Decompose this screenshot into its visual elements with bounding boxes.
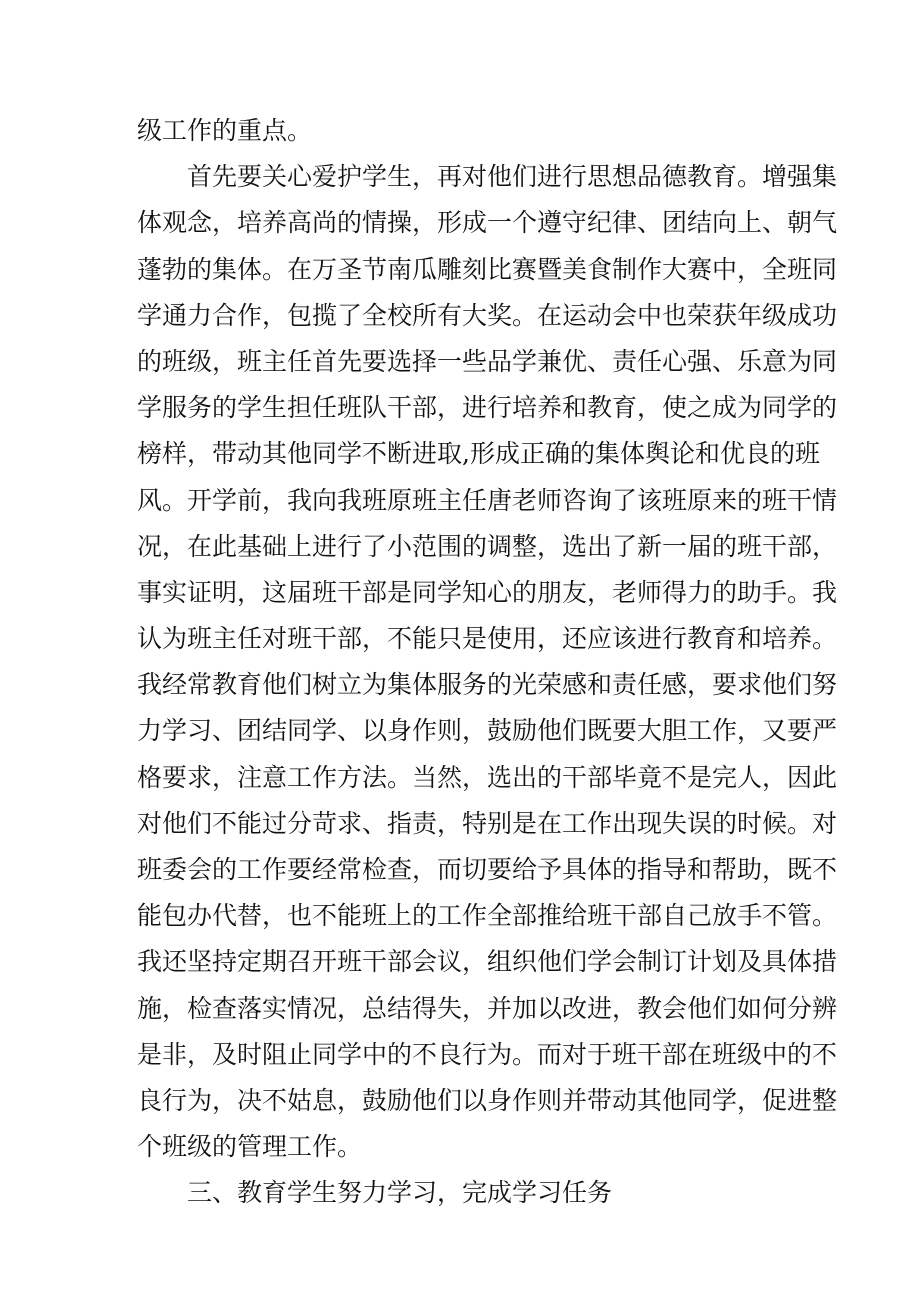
body-text <box>137 108 838 1217</box>
text-line: 我还坚持定期召开班干部会议，组织他们学会制订计划及具体措 <box>137 947 838 977</box>
text-line: 格要求，注意工作方法。当然，选出的干部毕竟不是完人，因此 <box>137 762 838 792</box>
section-heading: 三、教育学生努力学习，完成学习任务 <box>187 1178 613 1208</box>
text-line: 认为班主任对班干部，不能只是使用，还应该进行教育和培养。 <box>137 624 838 654</box>
paragraph-start-line: 首先要关心爱护学生，再对他们进行思想品德教育。增强集 <box>187 162 838 192</box>
text-line: 蓬勃的集体。在万圣节南瓜雕刻比赛暨美食制作大赛中，全班同 <box>137 254 838 284</box>
text-line: 况，在此基础上进行了小范围的调整，选出了新一届的班干部， <box>137 531 838 561</box>
text-line: 良行为，决不姑息，鼓励他们以身作则并带动其他同学，促进整 <box>137 1085 838 1115</box>
text-line: 我经常教育他们树立为集体服务的光荣感和责任感，要求他们努 <box>137 670 838 700</box>
text-line: 班委会的工作要经常检查，而切要给予具体的指导和帮助，既不 <box>137 855 838 884</box>
text-line: 是非，及时阻止同学中的不良行为。而对于班干部在班级中的不 <box>137 1039 838 1069</box>
text-line: 个班级的管理工作。 <box>137 1132 363 1162</box>
text-line: 学通力合作，包揽了全校所有大奖。在运动会中也荣获年级成功 <box>137 300 838 330</box>
text-line: 对他们不能过分苛求、指责，特别是在工作出现失误的时候。对 <box>137 808 838 838</box>
text-line: 体观念，培养高尚的情操，形成一个遵守纪律、团结向上、朝气 <box>137 208 838 238</box>
text-line: 的班级，班主任首先要选择一些品学兼优、责任心强、乐意为同 <box>137 346 838 376</box>
text-line: 风。开学前，我向我班原班主任唐老师咨询了该班原来的班干情 <box>137 485 838 515</box>
text-line: 级工作的重点。 <box>137 116 313 145</box>
text-line: 榜样，带动其他同学不断进取,形成正确的集体舆论和优良的班 <box>137 439 820 469</box>
text-line: 力学习、团结同学、以身作则，鼓励他们既要大胆工作，又要严 <box>137 716 838 746</box>
text-line: 事实证明，这届班干部是同学知心的朋友，老师得力的助手。我 <box>137 577 838 607</box>
text-line: 施，检查落实情况，总结得失，并加以改进，教会他们如何分辨 <box>137 993 838 1023</box>
text-line: 学服务的学生担任班队干部，进行培养和教育，使之成为同学的 <box>137 393 838 423</box>
text-line: 能包办代替，也不能班上的工作全部推给班干部自己放手不管。 <box>137 901 838 931</box>
